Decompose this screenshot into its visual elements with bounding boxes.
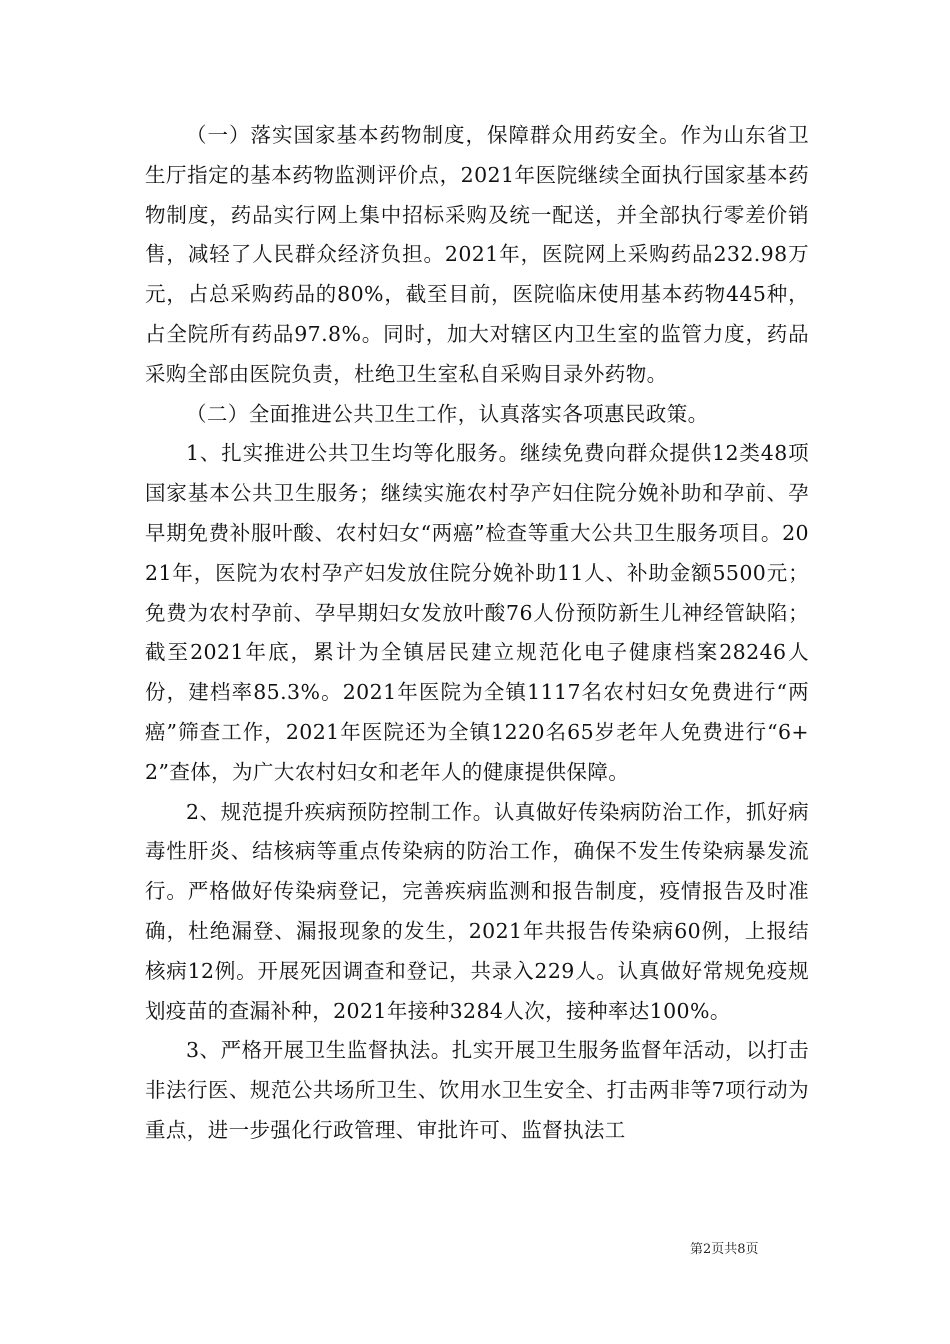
paragraph-equalization-services: 1、扎实推进公共卫生均等化服务。继续免费向群众提供12类48项国家基本公共卫生服务；继续实施农村孕产妇住院分娩补助和孕前、孕早期免费补服叶酸、农村妇女“两癌”检查等重大公共卫生服务项目。2021年，医院为农村孕产妇发放住院分娩补助11人、补助金额5500元；免费为农村孕前、孕早期妇女发放叶酸76人份预防新生儿神经管缺陷；截至2021年底，累计为全镇居民建立规范化电子健康档案28246人份，建档率85.3%。2021年医院为全镇1117名农村妇女免费进行“两癌”筛查工作，2021年医院还为全镇1220名65岁老年人免费进行“6+2”查体，为广大农村妇女和老年人的健康提供保障。 — [145, 441, 809, 784]
paragraph-disease-control: 2、规范提升疾病预防控制工作。认真做好传染病防治工作，抓好病毒性肝炎、结核病等重点传染病的防治工作，确保不发生传染病暴发流行。严格做好传染病登记，完善疾病监测和报告制度，疫情报告及时准确，杜绝漏登、漏报现象的发生，2021年共报告传染病60例，上报结核病12例。开展死因调查和登记，共录入229人。认真做好常规免疫规划疫苗的查漏补种，2021年接种3284人次，接种率达100%。 — [145, 799, 809, 1023]
page-number: 第2页共8页 — [690, 1242, 759, 1257]
document-body — [145, 116, 809, 1151]
paragraph-public-health-heading: （二）全面推进公共卫生工作，认真落实各项惠民政策。 — [186, 401, 709, 426]
paragraph-health-supervision: 3、严格开展卫生监督执法。扎实开展卫生服务监督年活动，以打击非法行医、规范公共场所卫生、饮用水卫生安全、打击两非等7项行动为重点，进一步强化行政管理、审批许可、监督执法工 — [145, 1038, 809, 1142]
paragraph-essential-drugs: （一）落实国家基本药物制度，保障群众用药安全。作为山东省卫生厅指定的基本药物监测评价点，2021年医院继续全面执行国家基本药物制度，药品实行网上集中招标采购及统一配送，并全部执行零差价销售，减轻了人民群众经济负担。2021年，医院网上采购药品232.98万元，占总采购药品的80%，截至目前，医院临床使用基本药物445种，占全院所有药品97.8%。同时，加大对辖区内卫生室的监管力度，药品采购全部由医院负责，杜绝卫生室私自采购目录外药物。 — [145, 123, 809, 386]
